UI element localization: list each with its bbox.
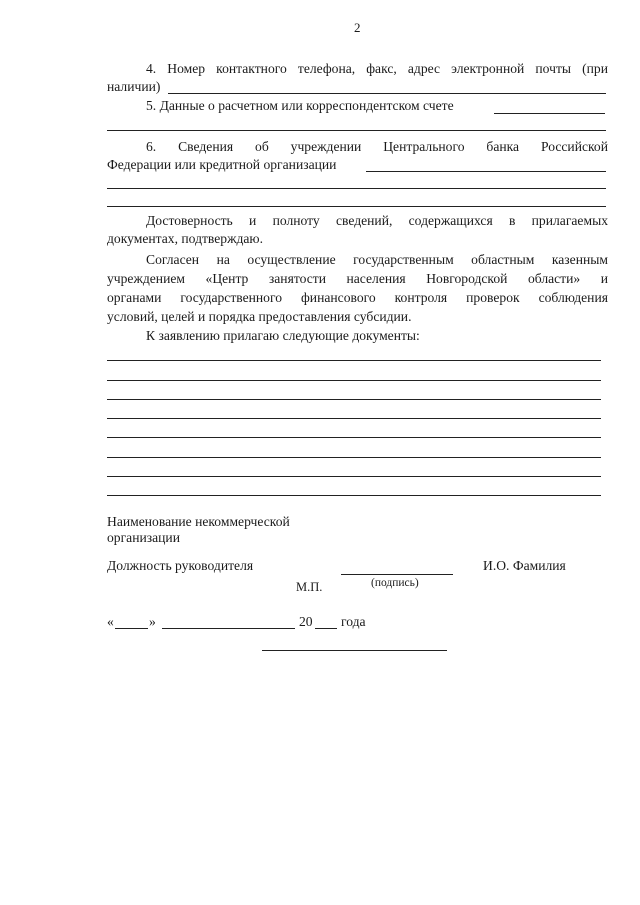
attachment-line-7[interactable] — [107, 476, 601, 477]
page-number: 2 — [354, 20, 361, 35]
item5-text: 5. Данные о расчетном или корреспондентском счете — [146, 98, 454, 113]
head-name: И.О. Фамилия — [483, 558, 566, 573]
item5-fill-line-2[interactable] — [107, 130, 606, 131]
attachment-line-8[interactable] — [107, 495, 601, 496]
item6-fill-line-1[interactable] — [366, 171, 606, 172]
item6-fill-line-2[interactable] — [107, 188, 606, 189]
org-name-line1: Наименование некоммерческой — [107, 514, 290, 529]
org-name-line2: организации — [107, 530, 180, 545]
date-day-line[interactable] — [115, 628, 148, 629]
item6-fill-line-3[interactable] — [107, 206, 606, 207]
signature-caption: (подпись) — [371, 577, 419, 589]
confirm-line2: документах, подтверждаю. — [107, 231, 263, 246]
item4-line1: 4. Номер контактного телефона, факс, адрес электронной почты (при — [146, 61, 608, 76]
confirm-line1: Достоверность и полноту сведений, содержащихся в прилагаемых — [146, 213, 608, 228]
attachment-line-4[interactable] — [107, 418, 601, 419]
consent-line1: Согласен на осуществление государственным областным казенным — [146, 252, 608, 267]
item6-line2: Федерации или кредитной организации — [107, 157, 337, 172]
attachment-line-1[interactable] — [107, 360, 601, 361]
attachments-label: К заявлению прилагаю следующие документы: — [146, 328, 420, 343]
item6-line1: 6. Сведения об учреждении Центрального банка Российской — [146, 139, 608, 154]
date-close-quote: » — [149, 614, 156, 629]
head-position: Должность руководителя — [107, 558, 254, 573]
consent-line2: учреждением «Центр занятости населения Новгородской области» и — [107, 271, 608, 286]
consent-line3: органами государственного финансового контроля проверок соблюдения — [107, 290, 608, 305]
date-year-suffix: года — [341, 614, 366, 629]
date-year-line[interactable] — [315, 628, 337, 629]
date-year-prefix: 20 — [299, 614, 313, 629]
attachment-line-2[interactable] — [107, 380, 601, 381]
attachment-line-6[interactable] — [107, 457, 601, 458]
date-open-quote: « — [107, 614, 114, 629]
date-month-line[interactable] — [162, 628, 295, 629]
item5-fill-line-1[interactable] — [494, 113, 605, 114]
attachment-line-3[interactable] — [107, 399, 601, 400]
attachment-line-5[interactable] — [107, 437, 601, 438]
closing-separator — [262, 650, 447, 651]
consent-line4: условий, целей и порядка предоставления субсидии. — [107, 309, 412, 324]
seal-placeholder: М.П. — [296, 580, 323, 594]
item4-fill-line[interactable] — [168, 93, 606, 94]
item4-line2: наличии) — [107, 79, 161, 94]
